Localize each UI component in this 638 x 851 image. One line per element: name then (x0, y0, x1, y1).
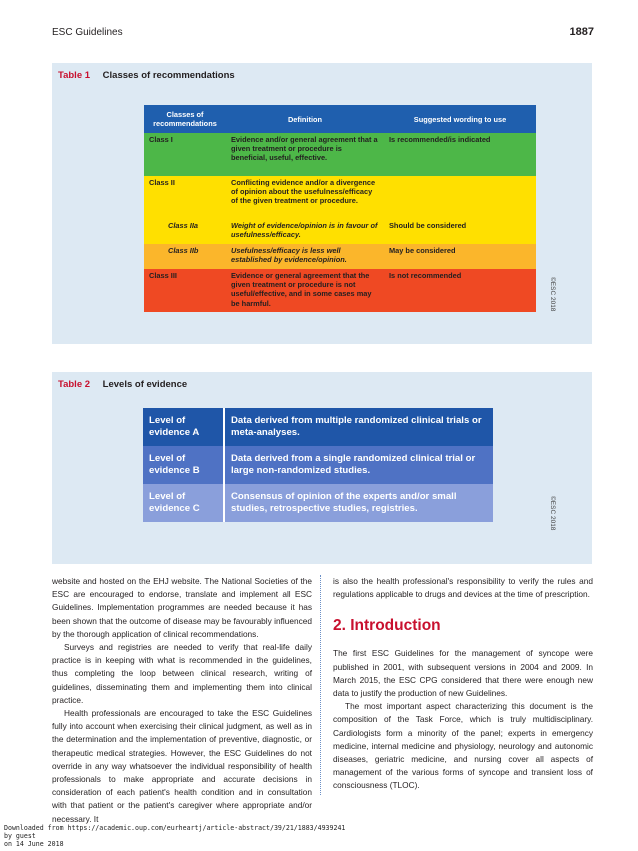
class-cell: Class II (144, 176, 226, 219)
class-cell: Class III (144, 269, 226, 312)
table1-title: Classes of recommendations (102, 70, 235, 81)
paragraph: is also the health professional's responsibility to verify the rules and regulations applicable to drugs and devices at the time of prescription. (333, 576, 593, 600)
level-cell: Level of evidence C (143, 484, 224, 522)
paragraph: Health professionals are encouraged to take the ESC Guidelines fully into account when exercising their clinical judgment, as well as in the determination and the implementation of preventive, diagnostic, or therapeutic medical strategies. However, the ESC Guidelines do not override in any way whatsoever the individual responsibility of health professionals to make appropriate and accurate decisions in consideration of each patient's health condition and in consultation with that patient or the patient's caregiver where appropriate and/or necessary. It (52, 708, 312, 824)
left-column (52, 575, 312, 826)
class-cell: Class IIb (144, 244, 226, 269)
table2-code: ©ESC 2018 (549, 496, 556, 531)
class-cell: Class IIa (144, 219, 226, 244)
definition-cell: Usefulness/efficacy is less well established by evidence/opinion. (226, 244, 384, 269)
classes-table (144, 105, 536, 312)
page-number: 1887 (569, 26, 594, 38)
right-column (333, 575, 593, 793)
wording-cell (384, 176, 536, 219)
definition-cell: Weight of evidence/opinion is in favour of usefulness/efficacy. (226, 219, 384, 244)
table-row (144, 269, 536, 312)
table1-caption (58, 70, 235, 81)
table1-code: ©ESC 2018 (549, 277, 556, 312)
table1-header-definition: Definition (226, 105, 384, 133)
evidence-text-cell: Data derived from a single randomized clinical trial or large non-randomized studies. (224, 446, 493, 484)
table-row (144, 176, 536, 219)
table-row (143, 408, 493, 446)
wording-cell: Should be considered (384, 219, 536, 244)
level-cell: Level of evidence B (143, 446, 224, 484)
evidence-text-cell: Consensus of opinion of the experts and/or small studies, retrospective studies, registries. (224, 484, 493, 522)
table2-number: Table 2 (58, 379, 91, 390)
table-row (144, 133, 536, 176)
journal-section: ESC Guidelines (52, 27, 123, 38)
column-divider (320, 575, 321, 795)
table2-box (52, 372, 592, 564)
paragraph: Surveys and registries are needed to verify that real-life daily practice is in keeping with what is recommended in the guidelines, thus completing the loop between clinical research, writing of guidelines, disseminating them and implementing them into clinical practice. (52, 642, 312, 705)
wording-cell: May be considered (384, 244, 536, 269)
class-cell: Class I (144, 133, 226, 176)
table1-header-wording: Suggested wording to use (384, 105, 536, 133)
evidence-table (143, 408, 493, 522)
table-row (143, 446, 493, 484)
table-row (143, 484, 493, 522)
evidence-text-cell: Data derived from multiple randomized clinical trials or meta-analyses. (224, 408, 493, 446)
level-cell: Level of evidence A (143, 408, 224, 446)
table-row (144, 219, 536, 244)
wording-cell: Is not recommended (384, 269, 536, 312)
download-line: Downloaded from https://academic.oup.com/eurheartj/article-abstract/39/21/1883/4939241 (4, 824, 346, 832)
table1-box (52, 63, 592, 344)
running-header (52, 27, 594, 41)
paragraph: The first ESC Guidelines for the management of syncope were published in 2001, with subsequent versions in 2004 and 2009. In March 2015, the ESC CPG considered that there were enough new data to justify the production of new Guidelines. (333, 648, 593, 699)
definition-cell: Evidence or general agreement that the given treatment or procedure is not useful/effective, and in some cases may be harmful. (226, 269, 384, 312)
download-stamp (4, 824, 345, 848)
definition-cell: Evidence and/or general agreement that a given treatment or procedure is beneficial, useful, effective. (226, 133, 384, 176)
download-line: by guest (4, 832, 36, 840)
table1-header-row (144, 105, 536, 133)
table2-caption (58, 379, 187, 390)
table2-title: Levels of evidence (102, 379, 188, 390)
definition-cell: Conflicting evidence and/or a divergence of opinion about the usefulness/efficacy of the given treatment or procedure. (226, 176, 384, 219)
wording-cell: Is recommended/is indicated (384, 133, 536, 176)
paragraph: website and hosted on the EHJ website. The National Societies of the ESC are encouraged to endorse, translate and implement all ESC Guidelines. Implementation programmes are needed because it has been shown that the outcome of disease may be favourably influenced by the thorough application of clinical recommendations. (52, 576, 312, 639)
paragraph: The most important aspect characterizing this document is the composition of the Task Force, which is truly multidisciplinary. Cardiologists form a minority of the panel; experts in emergency medicine, internal medicine and physiology, neurology and autonomic diseases, geriatric medicine, and nursing cover all aspects of management of the various forms of syncope and transient loss of consciousness (TLOC). (333, 701, 593, 791)
table1-header-class: Classes of recommendations (144, 105, 226, 133)
table-row (144, 244, 536, 269)
section-heading: 2. Introduction (333, 617, 441, 635)
table1-number: Table 1 (58, 70, 91, 81)
download-line: on 14 June 2018 (4, 840, 64, 848)
